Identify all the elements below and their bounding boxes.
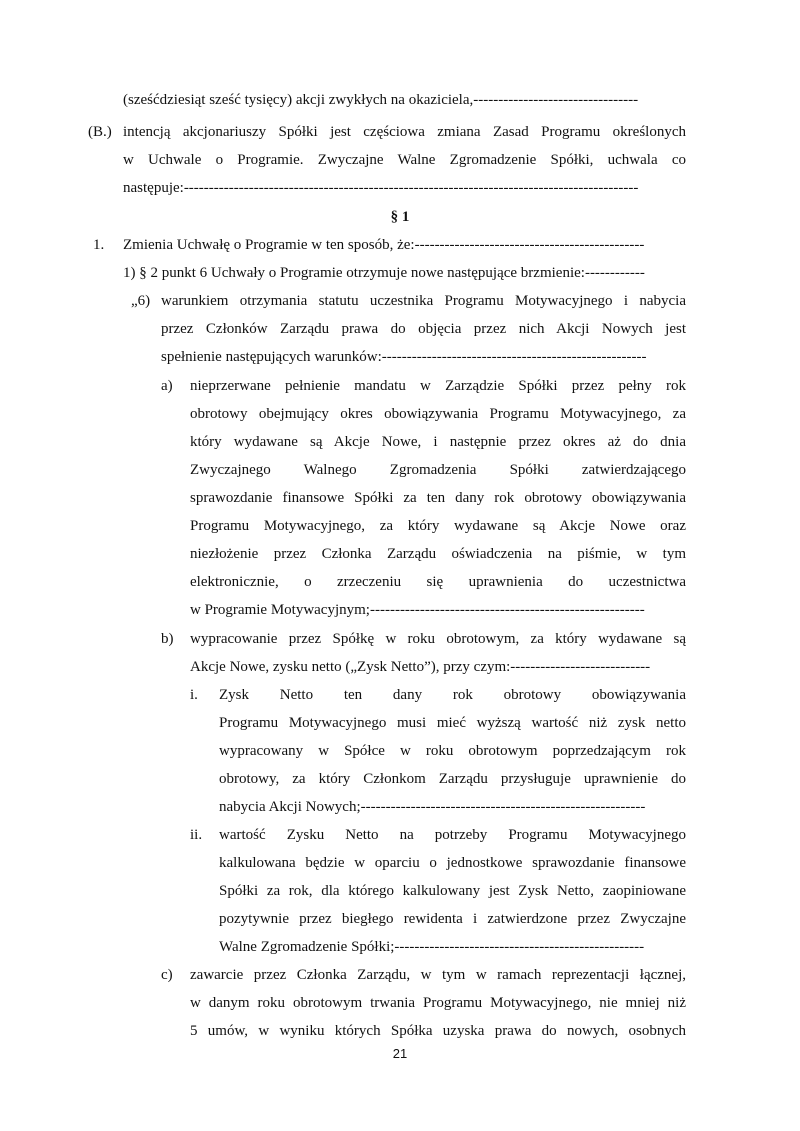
item-a-line: w Programie Motywacyjnym;------------------------------------------------------- [190,602,645,618]
list-marker-i: i. [190,687,198,703]
list-marker-c: c) [161,967,173,983]
list-marker-ii: ii. [190,827,203,843]
list-marker-a: a) [161,378,173,394]
item-i-line: Programu Motywacyjnego musi mieć wyższą wartość niż zysk netto [219,715,686,731]
list-marker-1: 1. [93,237,105,253]
item-a-line: Programu Motywacyjnego, za który wydawane są Akcje Nowe oraz [190,518,686,534]
item-a-line: Zwyczajnego Walnego Zgromadzenia Spółki zatwierdzającego [190,462,686,478]
point-6-line: spełnienie następujących warunków:----------------------------------------------------- [161,349,647,365]
list-marker-b: (B.) [88,124,112,140]
item-a-line: obrotowy obejmujący okres obowiązywania Programu Motywacyjnego, za [190,406,686,422]
paragraph-b-line: następuje:------------------------------------------------------------------------------------------- [123,180,639,196]
item-1-text: Zmienia Uchwałę o Programie w ten sposób, że:---------------------------------------------- [123,237,645,253]
point-6-line: warunkiem otrzymania statutu uczestnika Programu Motywacyjnego i nabycia [161,293,686,309]
item-a-line: nieprzerwane pełnienie mandatu w Zarządzie Spółki przez pełny rok [190,378,686,394]
page-number: 21 [392,1046,408,1061]
item-c-line: zawarcie przez Członka Zarządu, w tym w ramach reprezentacji łącznej, [190,967,686,983]
item-a-line: sprawozdanie finansowe Spółki za ten dany rok obrotowy obowiązywania [190,490,686,506]
item-i-line: Zysk Netto ten dany rok obrotowy obowiązywania [219,687,686,703]
list-marker-b-lower: b) [161,631,174,647]
section-heading: § 1 [390,209,410,225]
item-ii-line: wartość Zysku Netto na potrzeby Programu Motywacyjnego [219,827,686,843]
item-c-line: w danym roku obrotowym trwania Programu Motywacyjnego, nie mniej niż [190,995,686,1011]
item-ii-line: Walne Zgromadzenie Spółki;-------------------------------------------------- [219,939,645,955]
point-6-line: przez Członków Zarządu prawa do objęcia przez nich Akcji Nowych jest [161,321,686,337]
item-ii-line: pozytywnie przez biegłego rewidenta i zatwierdzone przez Zwyczajne [219,911,686,927]
paragraph-b-line: w Uchwale o Programie. Zwyczajne Walne Zgromadzenie Spółki, uchwala co [123,152,686,168]
item-b-line: wypracowanie przez Spółkę w roku obrotowym, za który wydawane są [190,631,686,647]
item-b-line: Akcje Nowe, zysku netto („Zysk Netto”), przy czym:---------------------------- [190,659,651,675]
item-c-line: 5 umów, w wyniku których Spółka uzyska prawa do nowych, osobnych [190,1023,686,1039]
item-i-line: obrotowy, za który Członkom Zarządu przysługuje uprawnienie do [219,771,686,787]
sub-item-1-text: 1) § 2 punkt 6 Uchwały o Programie otrzymuje nowe następujące brzmienie:------------ [123,265,645,281]
item-a-line: który wydawane są Akcje Nowe, i następnie przez okres aż do dnia [190,434,686,450]
list-marker-6: „6) [131,293,151,309]
paragraph-b-line: intencją akcjonariuszy Spółki jest częściowa zmiana Zasad Programu określonych [123,124,686,140]
item-i-line: nabycia Akcji Nowych;--------------------------------------------------------- [219,799,646,815]
intro-line: (sześćdziesiąt sześć tysięcy) akcji zwykłych na okaziciela,--------------------------------- [123,92,639,108]
item-i-line: wypracowany w Spółce w roku obrotowym poprzedzającym rok [219,743,686,759]
item-ii-line: Spółki za rok, dla którego kalkulowany jest Zysk Netto, zaopiniowane [219,883,686,899]
item-ii-line: kalkulowana będzie w oparciu o jednostkowe sprawozdanie finansowe [219,855,686,871]
item-a-line: elektronicznie, o zrzeczeniu się uprawnienia do uczestnictwa [190,574,686,590]
item-a-line: niezłożenie przez Członka Zarządu oświadczenia na piśmie, w tym [190,546,686,562]
